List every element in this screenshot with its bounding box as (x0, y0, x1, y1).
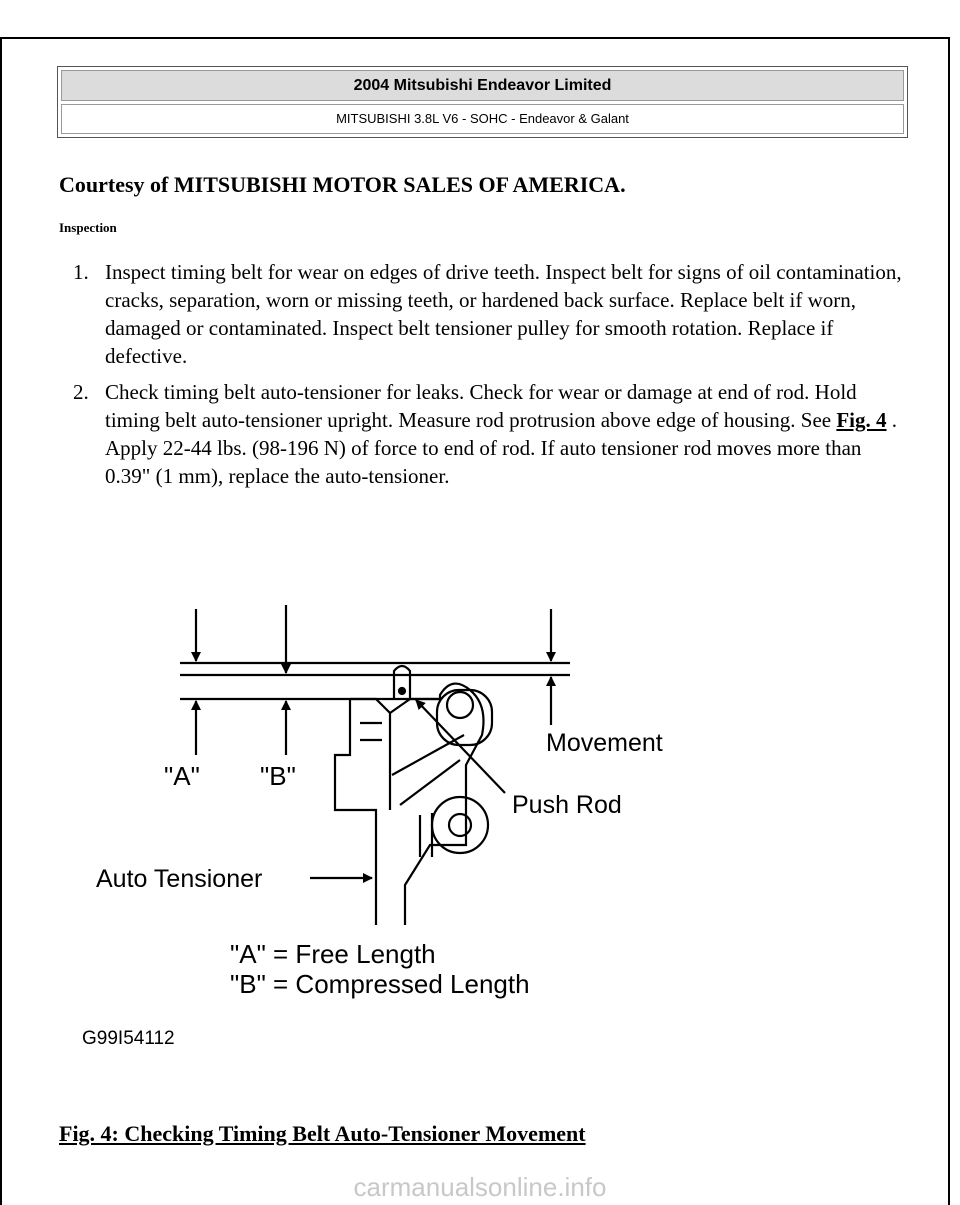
step-text: Inspect timing belt for wear on edges of drive teeth. Inspect belt for signs of oil contamination, cracks, separation, worn or missing teeth, or hardened back surface. Replace belt if worn, damaged or contaminated. Inspect belt tensioner pulley for smooth rotation. Replace if defective. (105, 260, 902, 368)
tensioner-diagram (60, 595, 710, 1065)
step-number: 1. (73, 260, 89, 284)
step-number: 2. (73, 380, 89, 404)
tensioner-diagram-svg (60, 595, 710, 1065)
document-header (57, 66, 908, 138)
step-item (59, 258, 909, 370)
engine-subtitle: MITSUBISHI 3.8L V6 - SOHC - Endeavor & Galant (61, 104, 904, 134)
courtesy-line: Courtesy of MITSUBISHI MOTOR SALES OF AMERICA. (59, 172, 626, 197)
label-push-rod: Push Rod (512, 791, 622, 819)
figure-code: G99I54112 (82, 1028, 175, 1049)
label-a: "A" (164, 761, 200, 791)
figure-caption: Fig. 4: Checking Timing Belt Auto-Tensioner Movement (59, 1121, 586, 1146)
legend-compressed-length: "B" = Compressed Length (230, 969, 530, 999)
upper-bolt-hole (447, 692, 473, 718)
tensioner-housing (405, 684, 484, 925)
figure-link[interactable]: Fig. 4 (836, 408, 887, 432)
label-movement: Movement (546, 729, 663, 757)
lower-bolt-hole (449, 814, 471, 836)
step-text-before: Check timing belt auto-tensioner for leaks. Check for wear or damage at end of rod. Hold timing belt auto-tensioner upright. Measure rod protrusion above edge of housing. See (105, 380, 857, 432)
vehicle-title: 2004 Mitsubishi Endeavor Limited (61, 70, 904, 101)
watermark: carmanualsonline.info (353, 1172, 607, 1202)
step-item (59, 378, 909, 490)
inspection-steps (59, 258, 909, 498)
step-text-after: . Apply 22-44 lbs. (98-196 N) of force to end of rod. If auto tensioner rod moves more than 0.39" (1 mm), replace the auto-tensioner. (105, 408, 898, 488)
label-b: "B" (260, 761, 296, 791)
tensioner-body (335, 699, 376, 925)
legend-free-length: "A" = Free Length (230, 939, 436, 969)
section-heading: Inspection (59, 220, 117, 235)
label-auto-tensioner: Auto Tensioner (96, 865, 263, 893)
